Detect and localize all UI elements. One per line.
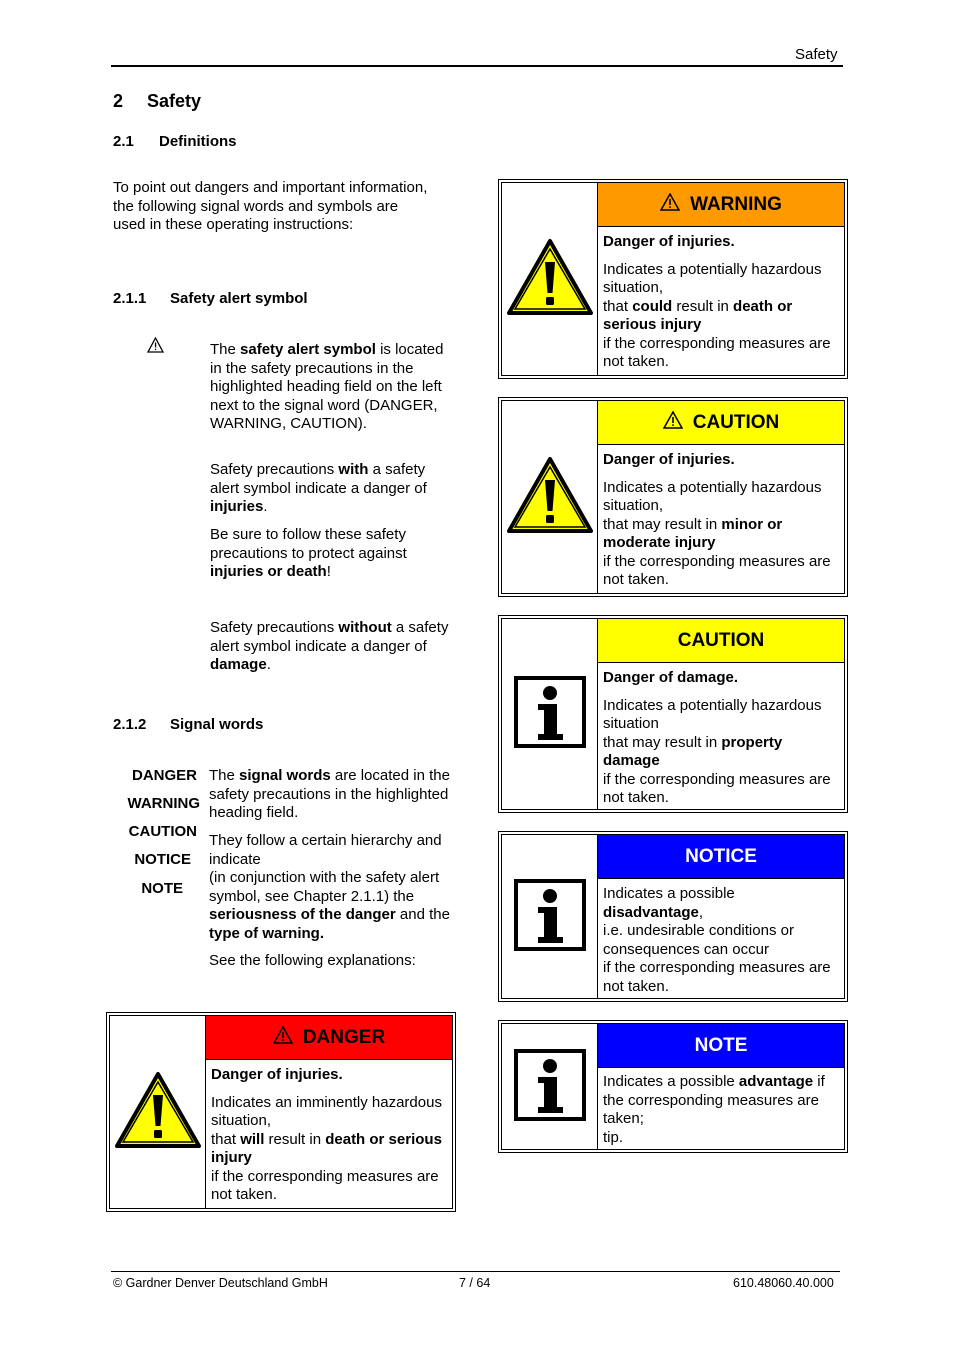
warning-triangle-icon: [506, 238, 594, 320]
info-icon: [514, 1049, 586, 1125]
caution-damage-heading: CAUTION: [598, 619, 844, 663]
alert-triangle-icon: [273, 1026, 293, 1050]
note-box: [498, 1020, 848, 1153]
danger-heading: DANGER: [206, 1016, 452, 1060]
note-heading: NOTE: [598, 1024, 844, 1068]
section-heading-definitions: 2.1 Definitions: [113, 133, 237, 150]
danger-body: Danger of injuries. Indicates an imminently hazardous situation, that will result in death or serious injury if the corresponding measures are not taken.: [211, 1066, 442, 1203]
notice-body: Indicates a possible disadvantage, i.e. undesirable conditions or consequences can occur if the corresponding measures are not taken.: [603, 885, 831, 995]
definitions-intro: To point out dangers and important information, the following signal words and symbols are used in these operating instructions:: [113, 179, 428, 233]
alert-symbol-follow-text: Be sure to follow these safety precautions to protect against injuries or death!: [210, 526, 407, 580]
footer-doc-number: 610.48060.40.000: [733, 1276, 834, 1290]
caution-injury-heading: CAUTION: [598, 401, 844, 445]
signal-word-note: NOTE: [141, 880, 183, 897]
notice-box: [498, 831, 848, 1002]
signal-word-danger: DANGER: [131, 767, 197, 784]
caution-injury-box: [498, 397, 848, 597]
subsection-heading-signal-words: 2.1.2 Signal words: [113, 716, 264, 733]
caution-damage-box: [498, 615, 848, 813]
signal-words-text: The signal words are located in the safety precautions in the highlighted heading field.: [209, 767, 450, 821]
running-header: Safety: [795, 46, 838, 63]
footer-page-number: 7 / 64: [459, 1276, 491, 1290]
warning-heading: WARNING: [598, 183, 844, 227]
subsection-heading-alert-symbol: 2.1.1 Safety alert symbol: [113, 290, 308, 307]
notice-heading: NOTICE: [598, 835, 844, 879]
signal-words-hierarchy-text: They follow a certain hierarchy and indicate (in conjunction with the safety alert symbol, see Chapter 2.1.1) the seriousness of the danger and the type of warning.: [209, 832, 450, 942]
alert-symbol-text: The safety alert symbol is located in the safety precautions in the highlighted heading field on the left next to the signal word (DANGER, WARNING, CAUTION).: [210, 341, 444, 432]
warning-box: [498, 179, 848, 379]
alert-triangle-icon: [147, 337, 164, 357]
danger-box: [106, 1012, 456, 1212]
info-icon: [514, 676, 586, 752]
header-rule: [111, 65, 843, 67]
caution-damage-body: Danger of damage. Indicates a potentially hazardous situation that may result in property damage if the corresponding measures are not taken.: [603, 669, 831, 806]
note-body: Indicates a possible advantage if the corresponding measures are taken; tip.: [603, 1073, 825, 1146]
chapter-heading: 2 Safety: [113, 91, 202, 111]
alert-symbol-with-text: Safety precautions with a safety alert symbol indicate a danger of injuries.: [210, 461, 427, 515]
signal-word-notice: NOTICE: [134, 851, 191, 868]
info-icon: [514, 879, 586, 955]
warning-triangle-icon: [114, 1071, 202, 1153]
warning-body: Danger of injuries. Indicates a potentially hazardous situation, that could result in death or serious injury if the corresponding measures are not taken.: [603, 233, 831, 370]
signal-word-caution: CAUTION: [128, 823, 197, 840]
footer-company: © Gardner Denver Deutschland GmbH: [113, 1276, 328, 1290]
alert-triangle-icon: [660, 193, 680, 217]
footer-rule: [111, 1271, 840, 1272]
caution-injury-body: Danger of injuries. Indicates a potentially hazardous situation, that may result in minor or moderate injury if the corresponding measures are not taken.: [603, 451, 831, 588]
see-explanations-text: See the following explanations:: [209, 952, 416, 969]
alert-symbol-without-text: Safety precautions without a safety alert symbol indicate a danger of damage.: [210, 619, 449, 673]
alert-triangle-icon: [663, 411, 683, 435]
warning-triangle-icon: [506, 456, 594, 538]
signal-word-warning: WARNING: [127, 795, 200, 812]
